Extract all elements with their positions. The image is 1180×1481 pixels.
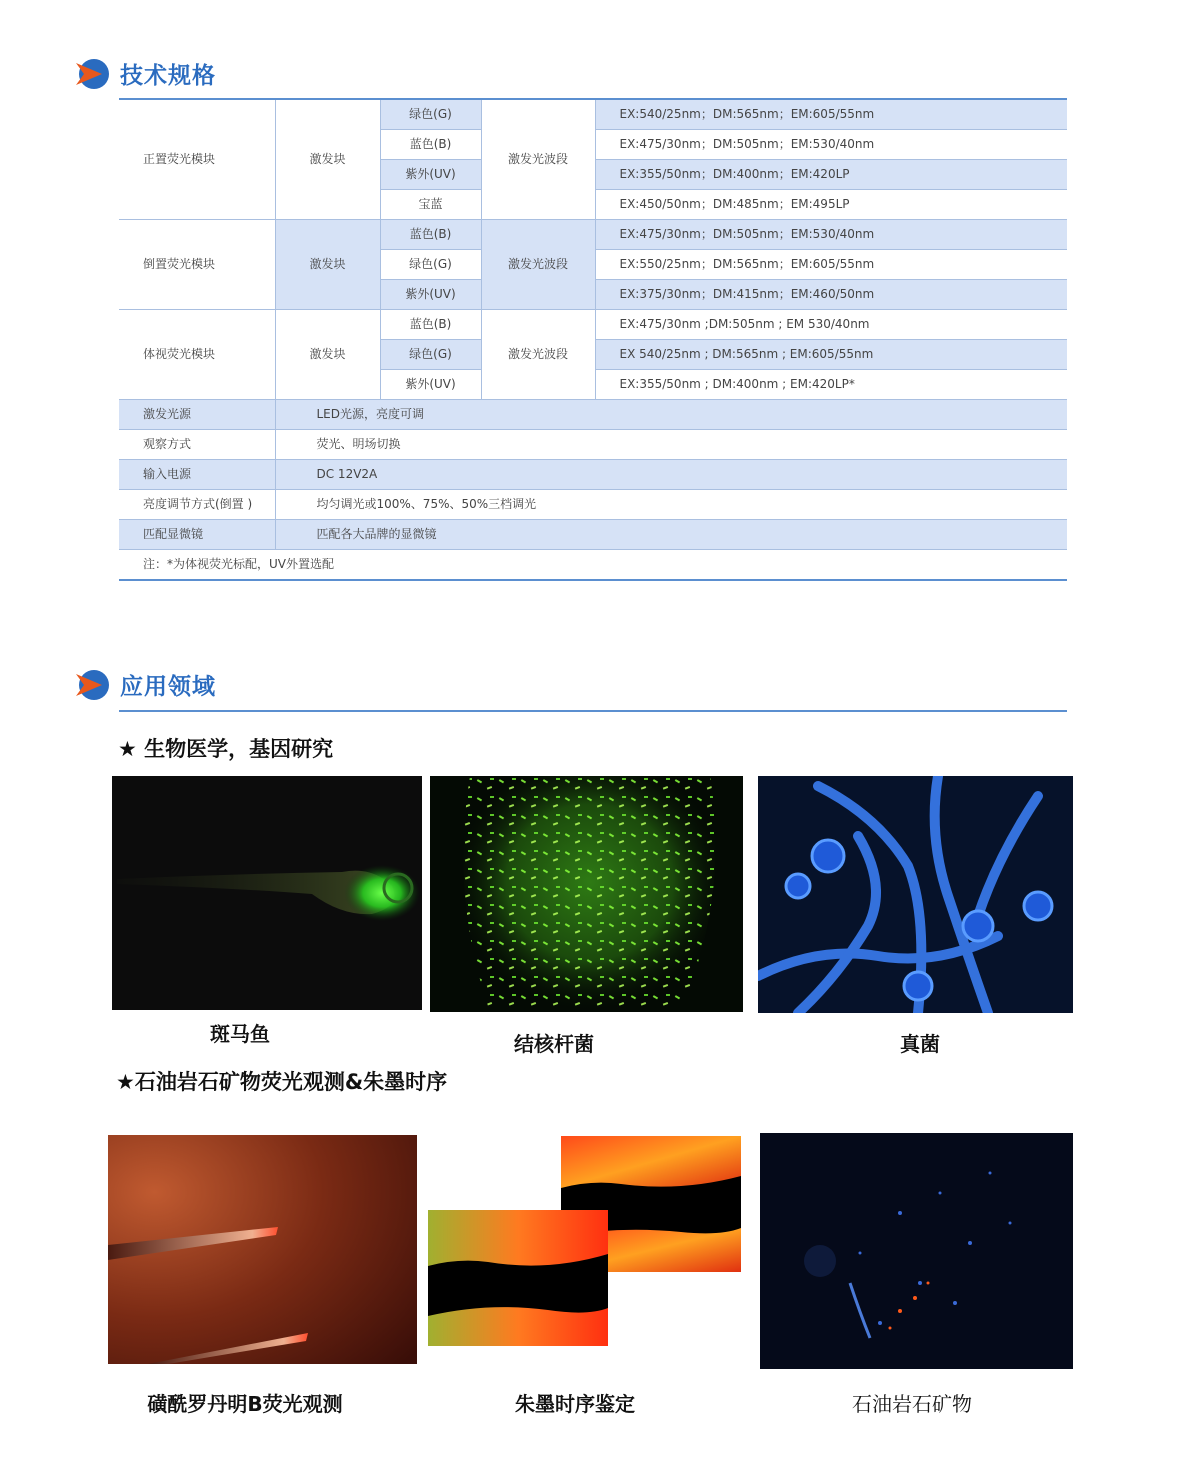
app-header-rule — [119, 710, 1067, 712]
spec-value: 均匀调光或100%、75%、50%三档调光 — [275, 490, 1067, 520]
module-name: 倒置荧光模块 — [119, 220, 275, 310]
ink-bottom-graphic — [428, 1210, 608, 1346]
bio-heading: ★ 生物医学，基因研究 — [118, 737, 334, 761]
filter-color: 绿色(G) — [380, 100, 481, 130]
band-label: 激发光波段 — [481, 220, 595, 310]
filter-color: 紫外(UV) — [380, 370, 481, 400]
filter-spec: EX:375/30nm；DM:415nm；EM:460/50nm — [595, 280, 1067, 310]
filter-color: 蓝色(B) — [380, 220, 481, 250]
filter-spec: EX:475/30nm ;DM:505nm ; EM 530/40nm — [595, 310, 1067, 340]
filter-color: 蓝色(B) — [380, 130, 481, 160]
mineral-caption: 石油岩石矿物 — [852, 1392, 972, 1416]
filter-spec: EX:355/50nm ; DM:400nm ; EM:420LP* — [595, 370, 1067, 400]
band-label: 激发光波段 — [481, 100, 595, 220]
tb-graphic — [430, 776, 743, 1012]
table-row — [119, 550, 1067, 581]
rhodamine-caption: 磺酰罗丹明B荧光观测 — [147, 1392, 343, 1416]
spec-label: 观察方式 — [119, 430, 275, 460]
spec-section-header — [74, 56, 1074, 96]
mineral-image — [760, 1133, 1073, 1369]
arrow-logo-icon — [74, 56, 110, 92]
zebrafish-caption: 斑马鱼 — [210, 1022, 270, 1046]
filter-color: 紫外(UV) — [380, 280, 481, 310]
spec-value: LED光源，亮度可调 — [275, 400, 1067, 430]
block-label: 激发块 — [275, 310, 380, 400]
tb-caption: 结核杆菌 — [514, 1032, 594, 1056]
spec-label: 输入电源 — [119, 460, 275, 490]
table-row — [119, 430, 1067, 460]
rhodamine-graphic — [108, 1135, 417, 1364]
table-row — [119, 310, 1067, 340]
module-name: 正置荧光模块 — [119, 100, 275, 220]
filter-color: 宝蓝 — [380, 190, 481, 220]
filter-spec: EX:540/25nm；DM:565nm；EM:605/55nm — [595, 100, 1067, 130]
filter-spec: EX:475/30nm；DM:505nm；EM:530/40nm — [595, 130, 1067, 160]
table-note: 注：*为体视荧光标配，UV外置选配 — [119, 550, 1067, 581]
fungi-graphic — [758, 776, 1073, 1013]
band-label: 激发光波段 — [481, 310, 595, 400]
arrow-logo-icon — [74, 667, 110, 703]
spec-value: DC 12V2A — [275, 460, 1067, 490]
spec-value: 荧光、明场切换 — [275, 430, 1067, 460]
filter-spec: EX:475/30nm；DM:505nm；EM:530/40nm — [595, 220, 1067, 250]
app-section-header — [74, 667, 1074, 707]
spec-label: 激发光源 — [119, 400, 275, 430]
fungi-caption: 真菌 — [900, 1032, 940, 1056]
tb-image — [430, 776, 743, 1012]
filter-color: 蓝色(B) — [380, 310, 481, 340]
fungi-image — [758, 776, 1073, 1013]
filter-spec: EX:550/25nm；DM:565nm；EM:605/55nm — [595, 250, 1067, 280]
app-section-title: 应用领域 — [120, 674, 216, 700]
block-label: 激发块 — [275, 100, 380, 220]
table-row — [119, 490, 1067, 520]
filter-spec: EX:355/50nm；DM:400nm；EM:420LP — [595, 160, 1067, 190]
filter-spec: EX:450/50nm；DM:485nm；EM:495LP — [595, 190, 1067, 220]
spec-table — [119, 100, 1067, 581]
zebrafish-image — [112, 776, 422, 1010]
filter-color: 绿色(G) — [380, 250, 481, 280]
filter-color: 紫外(UV) — [380, 160, 481, 190]
mineral-heading: ★石油岩石矿物荧光观测&朱墨时序 — [116, 1070, 448, 1094]
ink-image-bottom — [428, 1210, 608, 1346]
spec-value: 匹配各大品牌的显微镜 — [275, 520, 1067, 550]
ink-caption: 朱墨时序鉴定 — [515, 1392, 635, 1416]
spec-section-title: 技术规格 — [120, 63, 216, 89]
mineral-graphic — [760, 1133, 1073, 1369]
spec-label: 亮度调节方式(倒置 ) — [119, 490, 275, 520]
table-row — [119, 100, 1067, 130]
filter-color: 绿色(G) — [380, 340, 481, 370]
table-row — [119, 400, 1067, 430]
filter-spec: EX 540/25nm ; DM:565nm ; EM:605/55nm — [595, 340, 1067, 370]
table-row — [119, 220, 1067, 250]
spec-label: 匹配显微镜 — [119, 520, 275, 550]
rhodamine-image — [108, 1135, 417, 1364]
zebrafish-graphic — [112, 776, 422, 1010]
module-name: 体视荧光模块 — [119, 310, 275, 400]
table-row — [119, 460, 1067, 490]
table-row — [119, 520, 1067, 550]
block-label: 激发块 — [275, 220, 380, 310]
